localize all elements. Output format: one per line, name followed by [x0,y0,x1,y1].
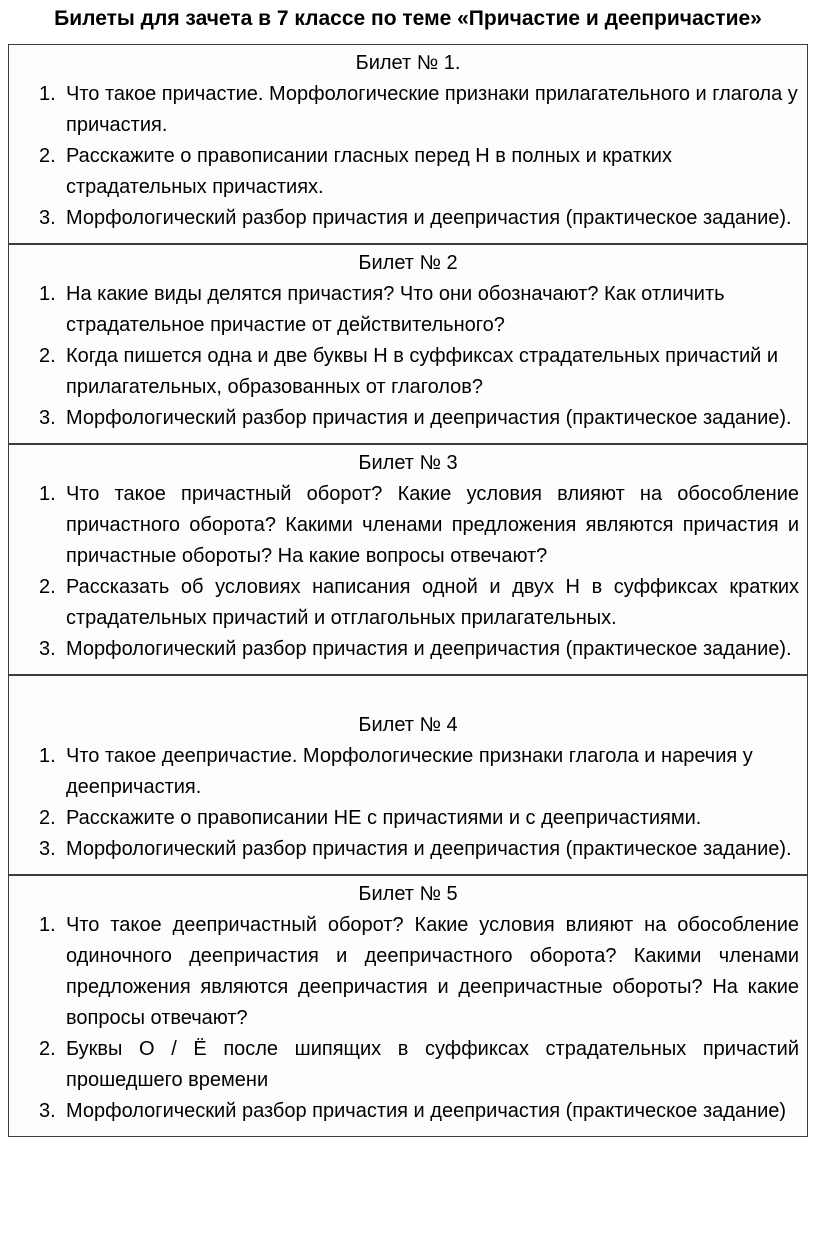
list-item [9,834,807,865]
list-item [9,479,807,572]
list-item [9,741,807,803]
ticket-4 [8,675,808,875]
ticket-2-heading: Билет № 2 [358,252,458,274]
ticket-2-item-3-text: Морфологический разбор причастия и деепричастия (практическое задание). [66,407,792,429]
ticket-3-item-3-text: Морфологический разбор причастия и деепричастия (практическое задание). [66,638,792,660]
list-item [9,1096,807,1127]
ticket-3 [8,444,808,675]
ticket-3-heading: Билет № 3 [358,452,458,474]
ticket-1-items [9,79,807,234]
list-item [9,634,807,665]
ticket-3-items [9,479,807,665]
ticket-2-item-1-text: На какие виды делятся причастия? Что они обозначают? Как отличить страдательное причастие от действительного? [66,283,725,336]
ticket-4-item-2-text: Расскажите о правописании НЕ с причастиями и с деепричастиями. [66,807,702,829]
blank-line [9,679,807,710]
list-item [9,1034,807,1096]
document-title: Билеты для зачета в 7 классе по теме «Причастие и деепричастие» [54,7,762,30]
ticket-3-item-1-text: Что такое причастный оборот? Какие условия влияют на обособление причастного оборота? Какими членами предложения являются причастия и причастные обороты? На какие вопросы отвечают? [66,483,799,567]
ticket-1 [8,44,808,244]
ticket-5-item-3-text: Морфологический разбор причастия и деепричастия (практическое задание) [66,1100,787,1122]
list-item [9,203,807,234]
ticket-1-item-1-text: Что такое причастие. Морфологические признаки прилагательного и глагола у причастия. [66,83,798,136]
ticket-4-items [9,741,807,865]
list-item [9,403,807,434]
ticket-4-item-1-text: Что такое деепричастие. Морфологические признаки глагола и наречия у деепричастия. [66,745,753,798]
ticket-3-item-2-text: Рассказать об условиях написания одной и двух Н в суффиксах кратких страдательных причастий и отглагольных прилагательных. [66,576,799,629]
ticket-1-heading: Билет № 1. [355,52,461,74]
ticket-1-item-2-text: Расскажите о правописании гласных перед Н в полных и кратких страдательных причастиях. [66,145,672,198]
ticket-5-item-2-text: Буквы О / Ё после шипящих в суффиксах страдательных причастий прошедшего времени [66,1038,799,1091]
list-item [9,341,807,403]
ticket-4-item-3-text: Морфологический разбор причастия и деепричастия (практическое задание). [66,838,792,860]
ticket-5-item-1-text: Что такое деепричастный оборот? Какие условия влияют на обособление одиночного деепричастия и деепричастного оборота? Какими членами предложения являются деепричастия и деепричастные обороты? На какие вопросы отвечают? [66,914,799,1029]
list-item [9,279,807,341]
list-item [9,803,807,834]
tickets-table [8,44,808,1137]
ticket-1-item-3-text: Морфологический разбор причастия и деепричастия (практическое задание). [66,207,792,229]
ticket-2 [8,244,808,444]
list-item [9,572,807,634]
ticket-2-items [9,279,807,434]
list-item [9,141,807,203]
ticket-5-heading: Билет № 5 [358,883,458,905]
ticket-4-heading: Билет № 4 [358,714,458,736]
ticket-5 [8,875,808,1137]
ticket-2-item-2-text: Когда пишется одна и две буквы Н в суффиксах страдательных причастий и прилагательных, образованных от глаголов? [66,345,779,398]
list-item [9,79,807,141]
list-item [9,910,807,1034]
ticket-5-items [9,910,807,1127]
